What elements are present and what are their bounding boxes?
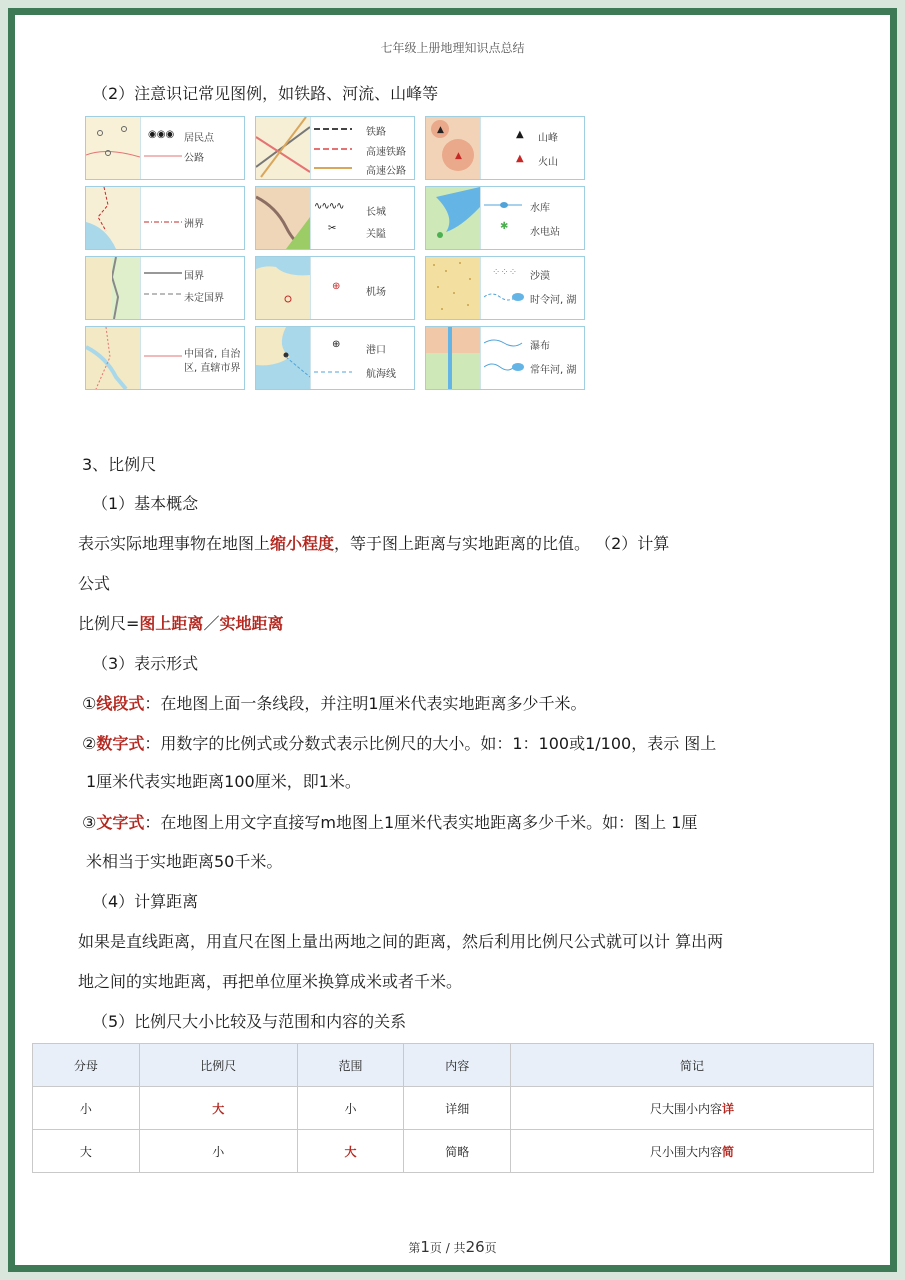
legend-cell-province-boundary: 中国省, 自治 区, 直辖市界 xyxy=(85,326,245,390)
form-line: ①线段式：在地图上面一条线段，并注明1厘米代表实地距离多少千米。 xyxy=(82,694,587,713)
compare-heading: （5）比例尺大小比较及与范围和内容的关系 xyxy=(92,1012,407,1031)
calc-text-1: 如果是直线距离，用直尺在图上量出两地之间的距离，然后利用比例尺公式就可以计 算出两 xyxy=(78,932,724,951)
legend-cell-waterfall: 瀑布 常年河, 湖 xyxy=(425,326,585,390)
legend-cell-continent-boundary: 洲界 xyxy=(85,186,245,250)
legend-cell-railway: 铁路 高速铁路 高速公路 xyxy=(255,116,415,180)
forms-heading: （3）表示形式 xyxy=(92,654,199,673)
legend-cell-great-wall: ∿∿∿∿ 长城 ✂ 关隘 xyxy=(255,186,415,250)
page-footer: 第1页 / 共26页 xyxy=(408,1238,497,1256)
scale-definition: 表示实际地理事物在地图上缩小程度，等于图上距离与实地距离的比值。 （2）计算 xyxy=(78,534,670,553)
legend-heading: （2）注意识记常见图例，如铁路、河流、山峰等 xyxy=(92,84,439,103)
table-row: 小 大 小 详细 尺大围小内容详 xyxy=(33,1087,874,1130)
scale-formula: 比例尺=图上距离／实地距离 xyxy=(78,614,284,633)
scale-comparison-table xyxy=(32,1043,874,1173)
svg-text:▲: ▲ xyxy=(437,125,444,135)
legend-cell-airport: ⊕ 机场 xyxy=(255,256,415,320)
form-numeric: ②数字式：用数字的比例式或分数式表示比例尺的大小。如：1：100或1/100，表示 图上 xyxy=(82,734,717,753)
legend-cell-desert: ⁘⁘⁘ 沙漠 时令河, 湖 xyxy=(425,256,585,320)
table-header-row: 分母 比例尺 范围 内容 简记 xyxy=(33,1044,874,1087)
basic-concept-heading: （1）基本概念 xyxy=(92,494,199,513)
scale-heading: 3、比例尺 xyxy=(82,455,157,474)
table-row: 大 小 大 简略 尺小围大内容简 xyxy=(33,1130,874,1173)
legend-cell-reservoir: 水库 ✱ 水电站 xyxy=(425,186,585,250)
svg-text:▲: ▲ xyxy=(455,151,462,161)
highlight-reduction: 缩小程度 xyxy=(270,534,335,553)
formula-word: 公式 xyxy=(78,574,111,593)
calc-text-2: 地之间的实地距离，再把单位厘米换算成米或者千米。 xyxy=(78,972,463,991)
legend-cell-port: ⊕ 港口 航海线 xyxy=(255,326,415,390)
form-numeric-cont: 1厘米代表实地距离100厘米，即1米。 xyxy=(86,772,361,791)
map-legend-figure xyxy=(85,116,590,392)
legend-cell-peak: ▲ ▲ ▲ 山峰 ▲ 火山 xyxy=(425,116,585,180)
legend-cell-settlement: ◉◉◉ 居民点 公路 xyxy=(85,116,245,180)
calc-heading: （4）计算距离 xyxy=(92,892,199,911)
page-header: 七年级上册地理知识点总结 xyxy=(380,41,525,55)
form-text-cont: 米相当于实地距离50千米。 xyxy=(86,852,283,871)
legend-cell-national-border: 国界 未定国界 xyxy=(85,256,245,320)
form-text: ③文字式：在地图上用文字直接写m地图上1厘米代表实地距离多少千米。如：图上 1厘 xyxy=(82,813,698,832)
